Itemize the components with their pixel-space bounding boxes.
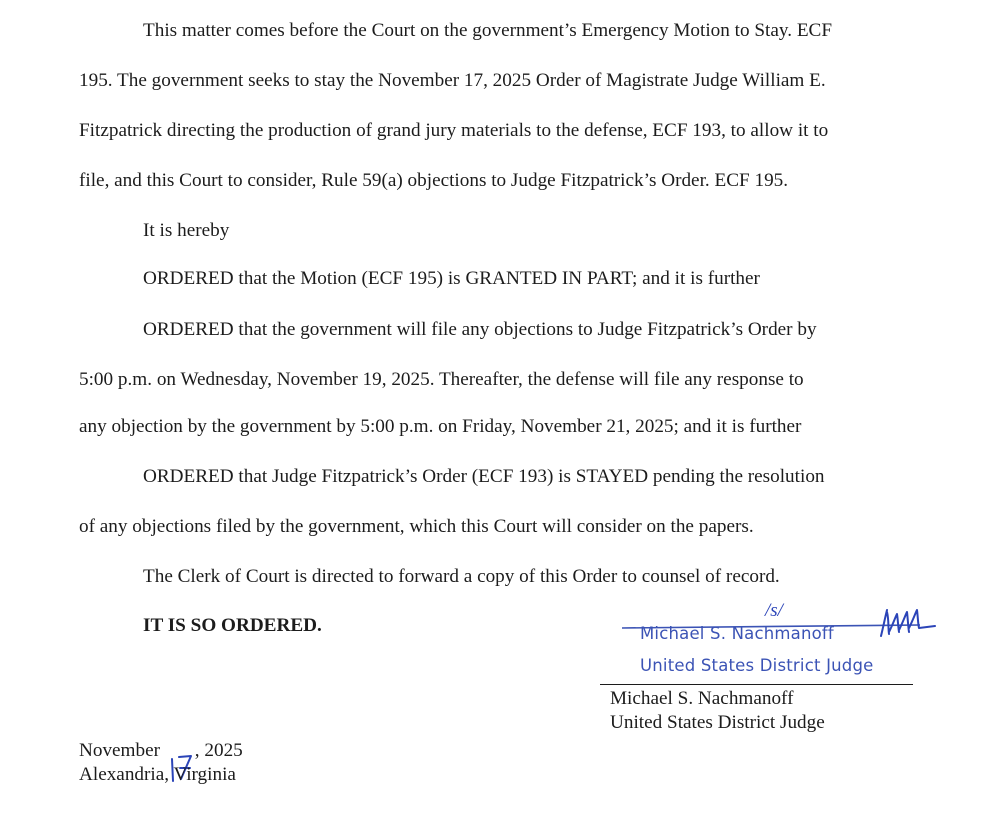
paragraph-line-3: Fitzpatrick directing the production of grand jury materials to the defense, ECF 193, to allow it to [79, 120, 829, 141]
hereby-line: It is hereby [143, 220, 230, 241]
ordered-objections-line-3: any objection by the government by 5:00 p.m. on Friday, November 21, 2025; and it is further [79, 416, 802, 437]
date-year: , 2025 [194, 740, 243, 761]
ordered-stay-line-1: ORDERED that Judge Fitzpatrick’s Order (ECF 193) is STAYED pending the resolution [143, 466, 825, 487]
signature-rule [600, 684, 913, 685]
ordered-objections-line-2: 5:00 p.m. on Wednesday, November 19, 2025. Thereafter, the defense will file any response to [79, 369, 804, 390]
paragraph-line-4: file, and this Court to consider, Rule 59(a) objections to Judge Fitzpatrick’s Order. ECF 195. [79, 170, 789, 191]
stamp-title: United States District Judge [640, 656, 874, 675]
paragraph-line-2: 195. The government seeks to stay the November 17, 2025 Order of Magistrate Judge William E. [79, 70, 826, 91]
typed-judge-name: Michael S. Nachmanoff [610, 688, 794, 709]
ordered-objections-line-1: ORDERED that the government will file any objections to Judge Fitzpatrick’s Order by [143, 319, 817, 340]
handwritten-initials-icon [875, 606, 945, 640]
ordered-motion-granted: ORDERED that the Motion (ECF 195) is GRANTED IN PART; and it is further [143, 268, 760, 289]
ordered-stay-line-2: of any objections filed by the government, which this Court will consider on the papers. [79, 516, 754, 537]
stamp-name: Michael S. Nachmanoff [640, 624, 834, 643]
clerk-directive: The Clerk of Court is directed to forward a copy of this Order to counsel of record. [143, 566, 780, 587]
slash-s-signature: /s/ [765, 600, 783, 621]
typed-judge-title: United States District Judge [610, 712, 825, 733]
date-month: November [79, 740, 160, 761]
paragraph-line-1: This matter comes before the Court on the government’s Emergency Motion to Stay. ECF [143, 20, 833, 41]
date-place: Alexandria, Virginia [79, 764, 236, 785]
date-line [79, 739, 243, 763]
it-is-so-ordered: IT IS SO ORDERED. [143, 615, 322, 636]
